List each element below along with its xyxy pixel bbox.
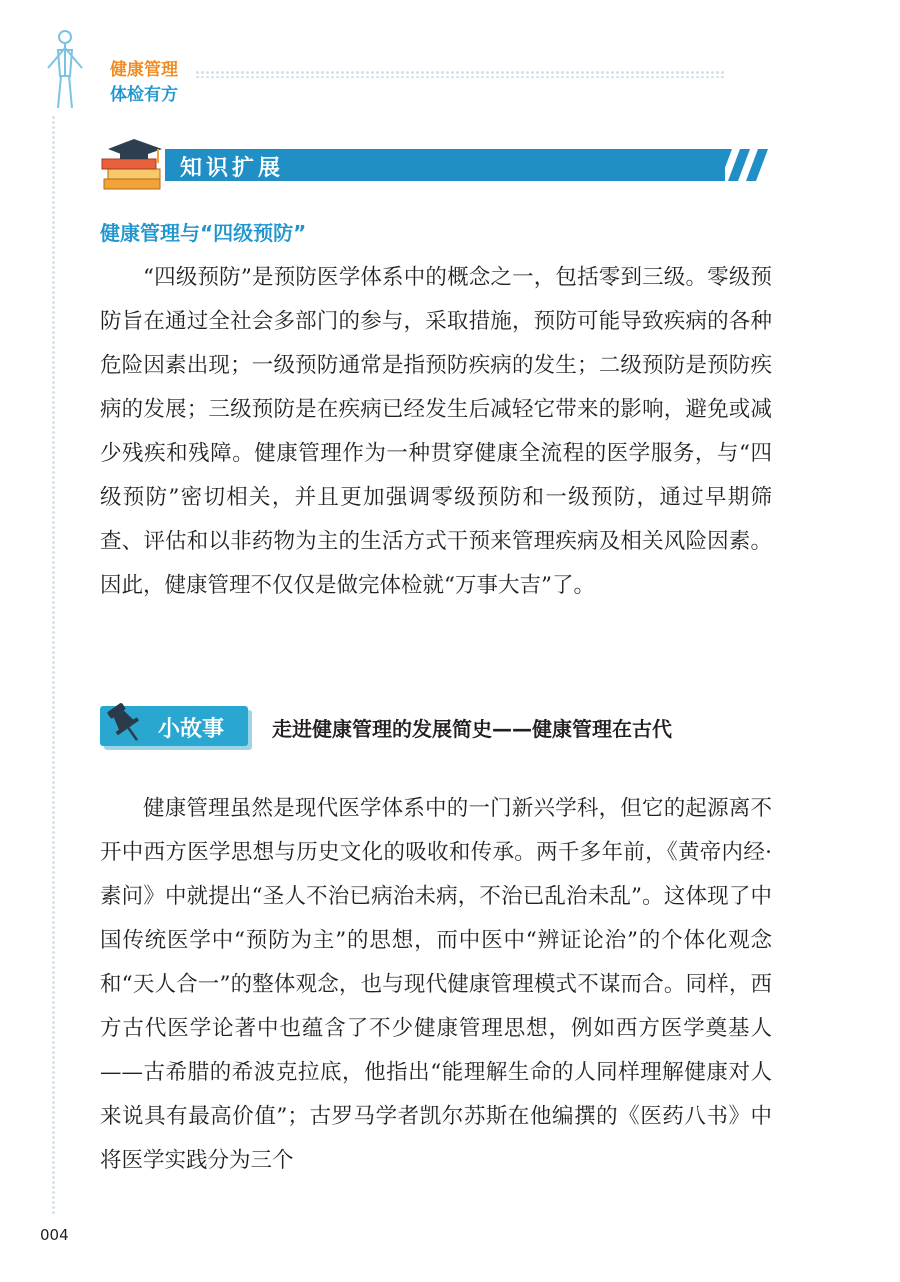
section-heading: 健康管理与“四级预防”	[100, 221, 307, 245]
page-number: 004	[40, 1226, 69, 1244]
header-title-checkup: 体检有方	[110, 85, 178, 105]
banner-stripes	[700, 149, 780, 181]
pushpin-icon	[102, 700, 148, 746]
badge-label: 小故事	[158, 717, 225, 742]
knowledge-extension-banner	[100, 135, 780, 195]
section-paragraph: “四级预防”是预防医学体系中的概念之一，包括零到三级。零级预防旨在通过全社会多部门的参与，采取措施，预防可能导致疾病的各种危险因素出现；一级预防通常是指预防疾病的发生；二级预防是预防疾病的发展；三级预防是在疾病已经发生后减轻它带来的影响，避免或减少残疾和残障。健康管理作为一种贯穿健康全流程的医学服务，与“四级预防”密切相关，并且更加强调零级预防和一级预防，通过早期筛查、评估和以非药物为主的生活方式干预来管理疾病及相关风险因素。因此，健康管理不仅仅是做完体检就“万事大吉”了。	[100, 265, 772, 598]
story-badge	[100, 700, 252, 752]
header-title-health-management: 健康管理	[110, 60, 178, 80]
story-title: 走进健康管理的发展简史——健康管理在古代	[272, 717, 672, 741]
header-dotted-rule	[195, 70, 725, 78]
banner-label: 知识扩展	[180, 156, 285, 181]
story-paragraph: 健康管理虽然是现代医学体系中的一门新兴学科，但它的起源离不开中西方医学思想与历史文化的吸收和传承。两千多年前，《黄帝内经·素问》中就提出“圣人不治已病治未病，不治已乱治未乱”。这体现了中国传统医学中“预防为主”的思想，而中医中“辨证论治”的个体化观念和“天人合一”的整体观念，也与现代健康管理模式不谋而合。同样，西方古代医学论著中也蕴含了不少健康管理思想，例如西方医学奠基人——古希腊的希波克拉底，他指出“能理解生命的人同样理解健康对人来说具有最高价值”；古罗马学者凯尔苏斯在他编撰的《医药八书》中将医学实践分为三个	[100, 796, 773, 1173]
books-graduation-cap-icon	[100, 135, 170, 195]
side-dotted-rule	[51, 115, 57, 1215]
human-figure-icon	[40, 28, 90, 112]
